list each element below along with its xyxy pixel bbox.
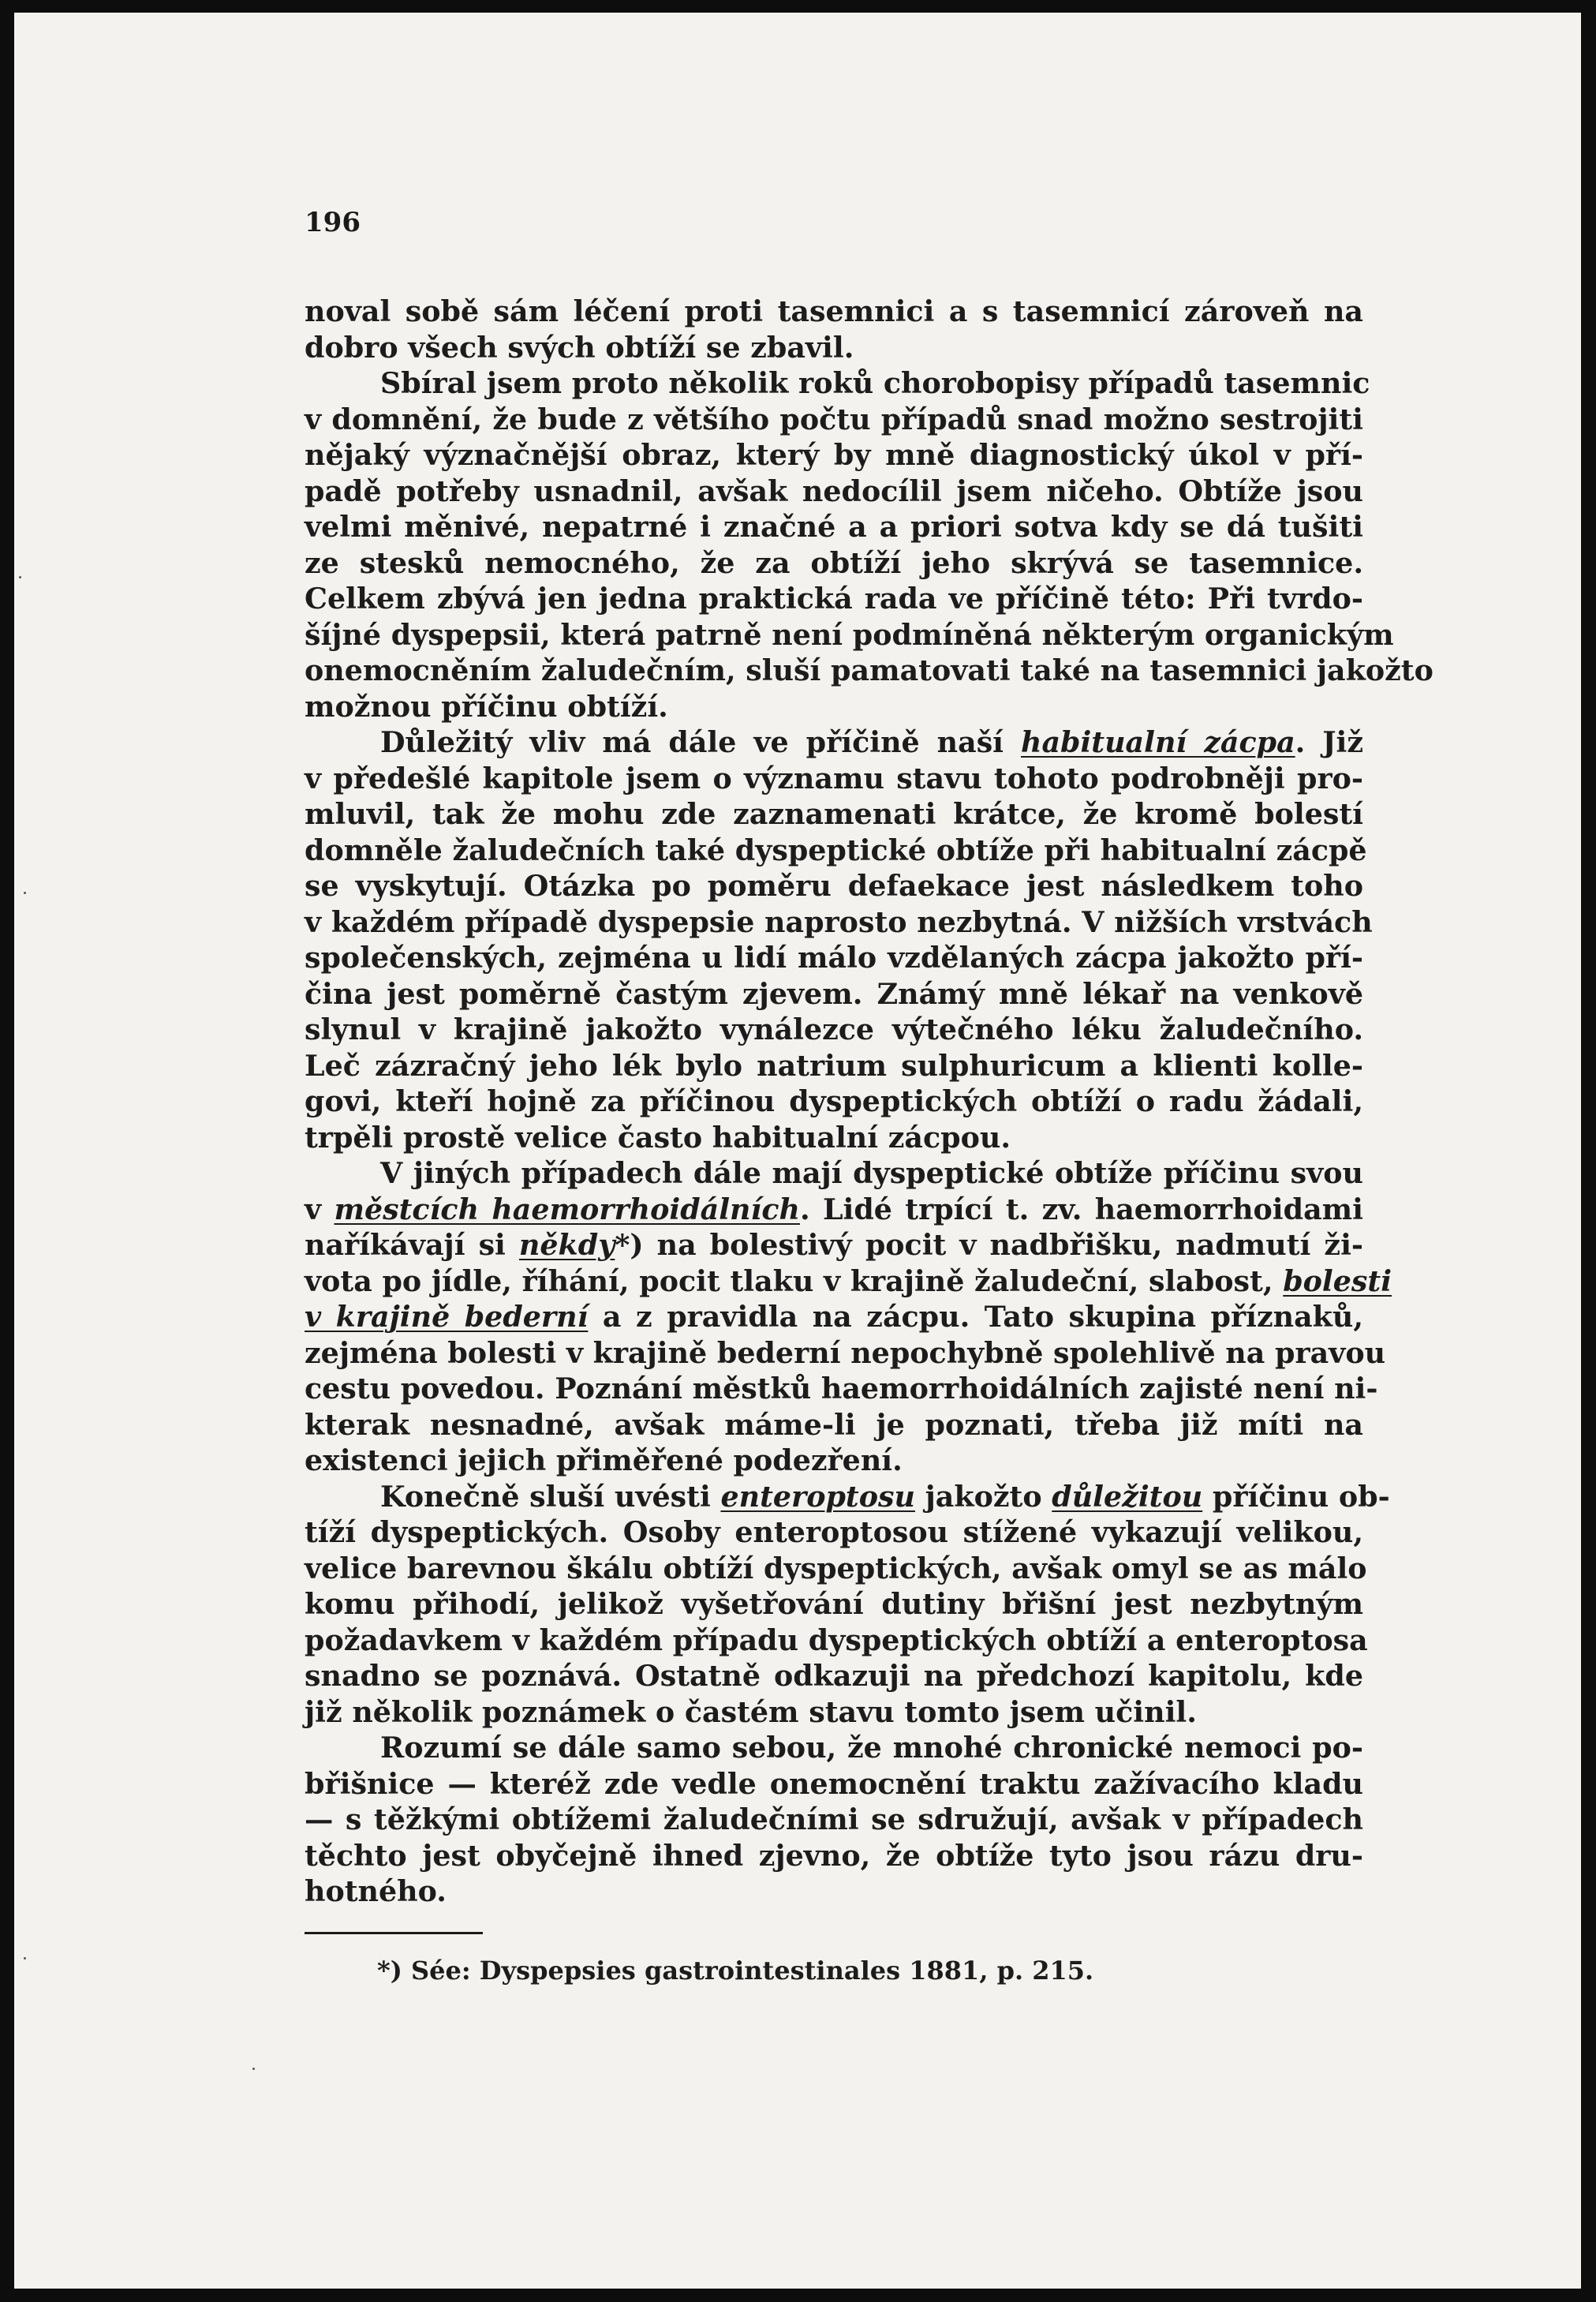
text-line: Rozumí se dále samo sebou, že mnohé chronické nemoci po-	[380, 1731, 1363, 1765]
text-line: Konečně sluší uvésti enteroptosu jakožto důležitou příčinu ob-	[380, 1479, 1390, 1514]
text-line: vota po jídle, říhání, pocit tlaku v krajině žaludeční, slabost, bolesti	[305, 1263, 1392, 1298]
text-line: kterak nesnadné, avšak máme-li je poznati, třeba již míti na	[305, 1407, 1363, 1442]
text-line: hotného.	[305, 1874, 447, 1908]
text-line: trpěli prostě velice často habitualní zácpou.	[305, 1120, 1011, 1155]
text-line: břišnice — kteréž zde vedle onemocnění traktu zažívacího kladu	[305, 1766, 1363, 1801]
scan-speck	[24, 892, 26, 894]
text-line: v městcích haemorrhoidálních. Lidé trpící t. zv. haemorrhoidami	[305, 1192, 1363, 1226]
text-line: velmi měnivé, nepatrné i značné a a priori sotva kdy se dá tušiti	[305, 510, 1363, 544]
text-line: domněle žaludečních také dyspeptické obtíže při habitualní zácpě	[305, 833, 1367, 867]
text-line: ze stesků nemocného, že za obtíží jeho skrývá se tasemnice.	[305, 545, 1363, 580]
text-line: požadavkem v každém případu dyspeptických obtíží a enteroptosa	[305, 1623, 1368, 1657]
text-line: snadno se poznává. Ostatně odkazuji na předchozí kapitolu, kde	[305, 1659, 1363, 1693]
text-line: čina jest poměrně častým zjevem. Známý mně lékař na venkově	[305, 976, 1363, 1011]
text-line: slynul v krajině jakožto vynálezce výtečného léku žaludečního.	[305, 1013, 1363, 1046]
body-text	[305, 294, 1433, 1910]
text-line: Celkem zbývá jen jedna praktická rada ve příčině této: Při tvrdo-	[305, 582, 1363, 616]
text-line: onemocněním žaludečním, sluší pamatovati také na tasemnici jakožto	[305, 653, 1433, 687]
text-line: naříkávají si někdy*) na bolestivý pocit v nadbřišku, nadmutí ži-	[305, 1228, 1363, 1262]
text-line: v každém případě dyspepsie naprosto nezbytná. V nižších vrstvách	[305, 904, 1373, 939]
text-line: v krajině bederní a z pravidla na zácpu. Tato skupina příznaků,	[305, 1300, 1364, 1334]
text-line: padě potřeby usnadnil, avšak nedocílil jsem ničeho. Obtíže jsou	[305, 474, 1363, 508]
text-line: nějaký význačnější obraz, který by mně diagnostický úkol v pří-	[305, 438, 1363, 472]
text-line: komu přihodí, jelikož vyšetřování dutiny břišní jest nezbytným	[305, 1587, 1363, 1621]
text-line: govi, kteří hojně za příčinou dyspeptických obtíží o radu žádali,	[305, 1084, 1363, 1118]
text-line: velice barevnou škálu obtíží dyspeptických, avšak omyl se as málo	[305, 1551, 1367, 1585]
text-line: v předešlé kapitole jsem o významu stavu tohoto podrobněji pro-	[305, 761, 1363, 795]
text-line: dobro všech svých obtíží se zbavil.	[305, 330, 854, 365]
text-line: zejména bolesti v krajině bederní nepochybně spolehlivě na pravou	[305, 1335, 1386, 1370]
text-line: V jiných případech dále mají dyspeptické obtíže příčinu svou	[380, 1156, 1363, 1190]
text-line: těchto jest obyčejně ihned zjevno, že obtíže tyto jsou rázu dru-	[305, 1838, 1363, 1873]
book-page	[14, 13, 1581, 2289]
text-line: existenci jejich přiměřené podezření.	[305, 1443, 903, 1477]
footnote-rule	[305, 1932, 483, 1934]
text-line: mluvil, tak že mohu zde zaznamenati krátce, že kromě bolestí	[305, 797, 1363, 831]
scan-speck	[19, 576, 21, 578]
text-line: se vyskytují. Otázka po poměru defaekace jest následkem toho	[305, 869, 1363, 903]
text-line: v domnění, že bude z většího počtu případů snad možno sestrojiti	[305, 402, 1363, 436]
text-line: Leč zázračný jeho lék bylo natrium sulphuricum a klienti kolle-	[305, 1048, 1363, 1083]
page-number: 196	[305, 207, 361, 238]
text-line: Důležitý vliv má dále ve příčině naší habitualní zácpa. Již	[380, 725, 1364, 759]
text-line: společenských, zejména u lidí málo vzdělaných zácpa jakožto pří-	[305, 941, 1363, 975]
text-line: — s těžkými obtížemi žaludečními se sdružují, avšak v případech	[305, 1802, 1363, 1836]
text-line: cestu povedou. Poznání městků haemorrhoidálních zajisté není ni-	[305, 1372, 1378, 1406]
text-line: šíjné dyspepsii, která patrně není podmíněná některým organickým	[305, 617, 1394, 652]
text-line: Sbíral jsem proto několik roků chorobopisy případů tasemnic	[380, 366, 1370, 400]
text-line: noval sobě sám léčení proti tasemnici a s tasemnicí zároveň na	[305, 294, 1363, 328]
text-line: možnou příčinu obtíží.	[305, 689, 668, 724]
text-line: již několik poznámek o častém stavu tomto jsem učinil.	[305, 1694, 1197, 1729]
scan-speck	[24, 1957, 26, 1960]
scan-speck	[252, 2068, 255, 2070]
footnote: *) Sée: Dyspepsies gastrointestinales 1881, p. 215.	[377, 1956, 1094, 1986]
text-line: tíží dyspeptických. Osoby enteroptosou stížené vykazují velikou,	[305, 1515, 1363, 1549]
